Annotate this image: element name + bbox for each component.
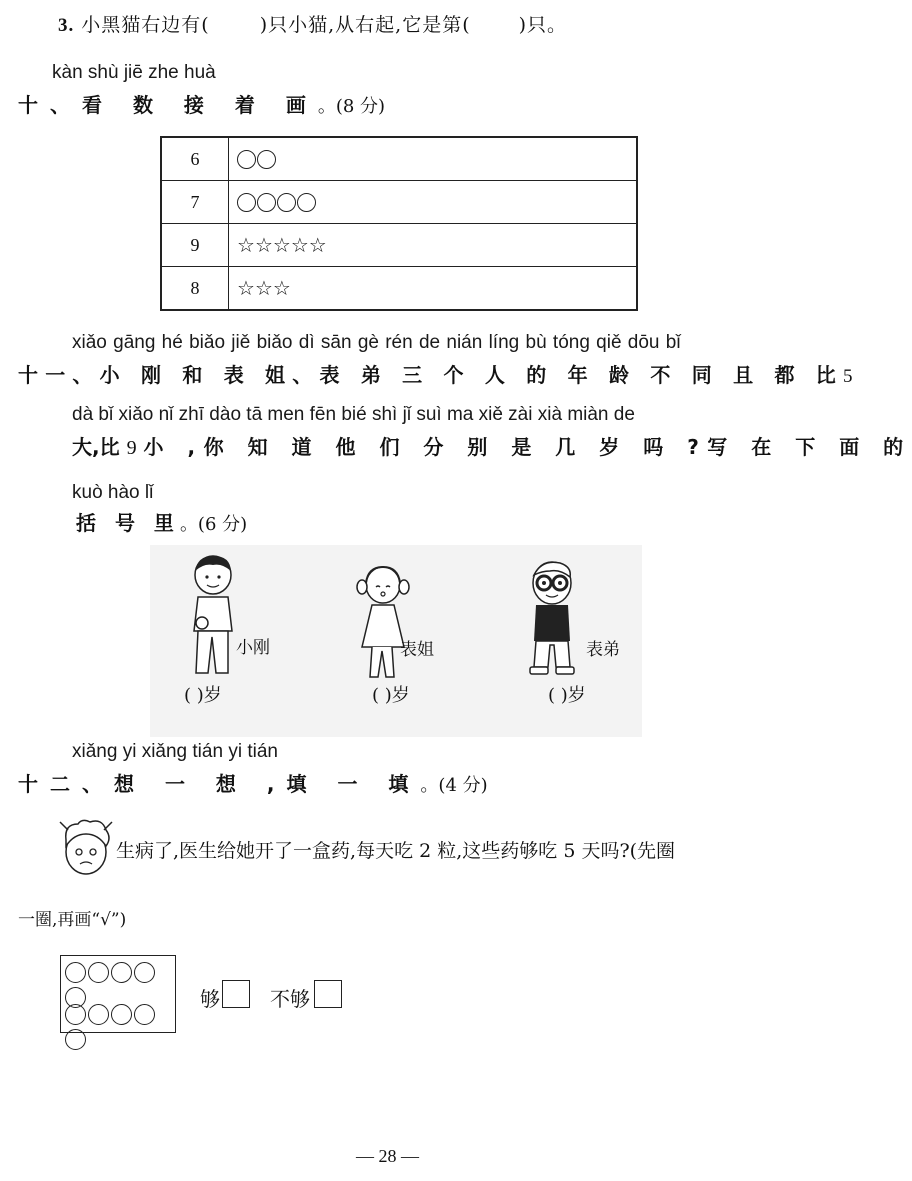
kid-name-biaojie: 表姐 (400, 640, 434, 660)
draw-by-number-table (160, 136, 638, 311)
question-3-text-b: )只小猫,从右起,它是第( (259, 14, 471, 36)
section11-score: 。(6 分) (179, 514, 248, 535)
page-number: — 28 — (356, 1146, 419, 1166)
star-icon: ☆ (290, 233, 309, 257)
circle-icon (297, 193, 316, 212)
section11-line-1-text: 十一、小 刚 和 表 姐、表 弟 三 个 人 的 年 龄 不 同 且 都 比 (18, 363, 844, 387)
row-number: 8 (161, 267, 229, 311)
girl-figure-icon (350, 561, 416, 685)
table-row (161, 181, 637, 224)
pill-icon (88, 1004, 109, 1025)
pill-icon (134, 1004, 155, 1025)
table-row (161, 267, 637, 311)
sheep-character-icon (58, 816, 114, 882)
pill-icon (65, 1029, 86, 1050)
pill-icon (111, 962, 132, 983)
circle-icon (237, 150, 256, 169)
kids-illustration (150, 545, 642, 737)
star-icon: ☆ (272, 233, 291, 257)
section11-line-1-number: 5 (843, 366, 853, 387)
option-not-enough-checkbox[interactable] (314, 980, 342, 1008)
pill-icon (88, 962, 109, 983)
section11-line-2 (72, 431, 912, 460)
section10-title: 十、看 数 接 着 画 (18, 93, 318, 117)
kid-name-xiaogang: 小刚 (236, 638, 270, 658)
section12-story: 生病了,医生给她开了一盒药,每天吃 2 粒,这些药够吃 5 天吗?(先圈 (116, 840, 676, 862)
section11-line-2-number: 9 (126, 437, 137, 459)
circle-icon (257, 150, 276, 169)
star-icon: ☆ (254, 233, 273, 257)
glasses-boy-figure-icon (520, 557, 582, 681)
circle-icon (257, 193, 276, 212)
section11-line-3-text: 括 号 里 (76, 511, 180, 535)
star-icon: ☆ (308, 233, 327, 257)
pill-box (60, 955, 176, 1033)
row-number: 6 (161, 137, 229, 181)
answer-blank-biaodi[interactable]: ( )岁 (548, 685, 586, 706)
circle-icon (237, 193, 256, 212)
section10-pinyin: kàn shù jiē zhe huà (52, 62, 216, 83)
star-icon: ☆ (237, 276, 255, 300)
section12-score: 。(4 分) (420, 775, 488, 796)
pill-icon (65, 962, 86, 983)
question-3-text-a: 小黑猫右边有( (81, 14, 210, 36)
kid-name-biaodi: 表弟 (586, 640, 620, 660)
row-number: 9 (161, 224, 229, 267)
question-3-text-c: )只。 (518, 14, 568, 36)
circle-icon (277, 193, 296, 212)
option-not-enough-label: 不够 (270, 987, 310, 1011)
section10-heading (18, 89, 385, 118)
section11-line-2a: 大,比 (72, 435, 120, 459)
question-3-number: 3. (58, 15, 75, 36)
row-shapes[interactable] (229, 181, 638, 224)
pill-icon (65, 1004, 86, 1025)
table-row (161, 137, 637, 181)
boy-figure-icon (178, 553, 248, 681)
pill-icon (111, 1004, 132, 1025)
row-number: 7 (161, 181, 229, 224)
option-enough-checkbox[interactable] (222, 980, 250, 1008)
section10-score: 。(8 分) (317, 96, 386, 117)
row-shapes[interactable] (229, 137, 638, 181)
star-icon: ☆ (254, 276, 273, 300)
question-3 (58, 10, 567, 37)
pill-row-bottom (65, 1004, 175, 1054)
section11-line-1 (18, 359, 853, 388)
pill-icon (134, 962, 155, 983)
section11-pinyin-2: dà bǐ xiǎo nǐ zhī dào tā men fēn bié shì jǐ suì ma xiě zài xià miàn de (72, 404, 635, 425)
star-icon: ☆ (272, 276, 291, 300)
section12-pinyin: xiǎng yi xiǎng tián yi tián (72, 741, 278, 762)
star-icon: ☆ (237, 233, 255, 257)
section11-pinyin-3: kuò hào lǐ (72, 482, 154, 503)
section11-line-3 (76, 507, 247, 536)
section11-pinyin-1: xiǎo gāng hé biǎo jiě biǎo dì sān gè rén de nián líng bù tóng qiě dōu bǐ (72, 332, 681, 353)
section12-title: 十二、想 一 想 ,填 一 填 (18, 772, 421, 796)
row-shapes[interactable] (229, 267, 638, 311)
option-enough-label: 够 (200, 987, 220, 1011)
section11-line-2b: 小 ,你 知 道 他 们 分 别 是 几 岁 吗 ?写 在 下 面 的 (143, 435, 912, 459)
table-row (161, 224, 637, 267)
section12-heading (18, 768, 488, 797)
answer-blank-xiaogang[interactable]: ( )岁 (184, 685, 222, 706)
answer-blank-biaojie[interactable]: ( )岁 (372, 685, 410, 706)
section12-instruction: 一圈,再画“√”) (18, 910, 127, 930)
row-shapes[interactable] (229, 224, 638, 267)
